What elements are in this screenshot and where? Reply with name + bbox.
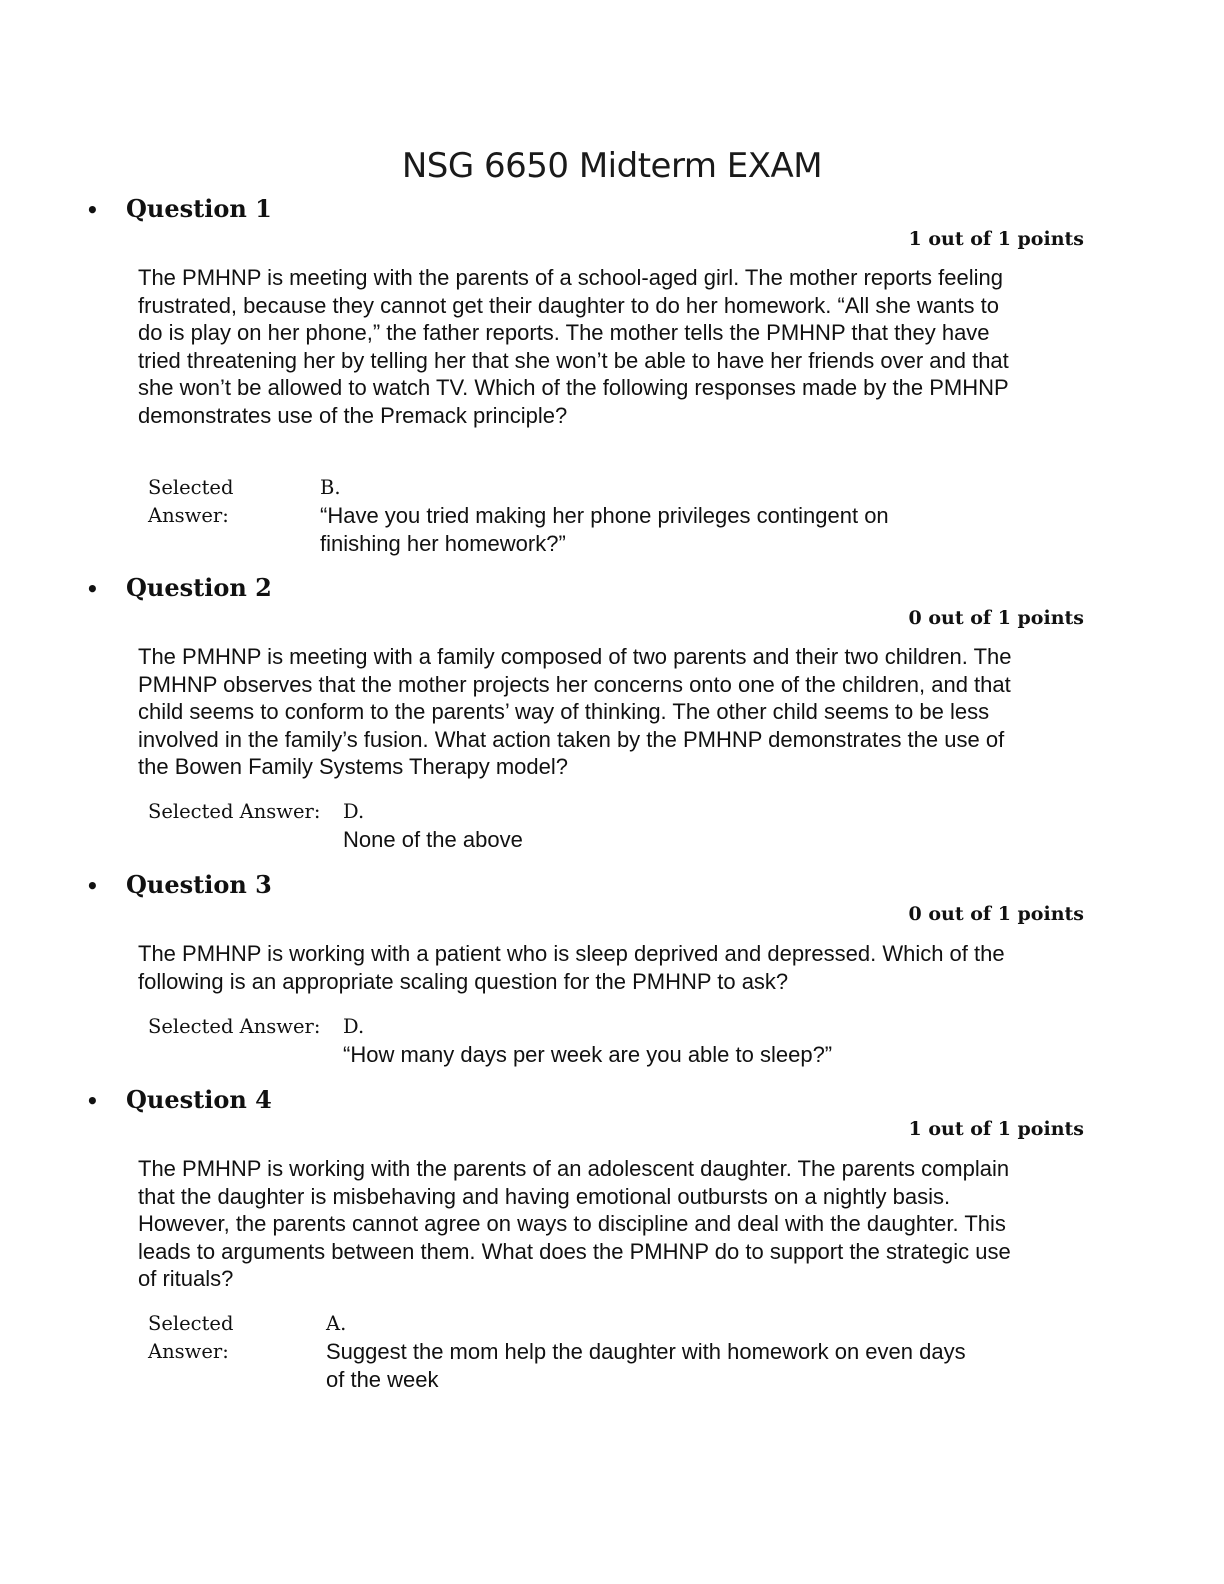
question-3-text: The PMHNP is working with a patient who is sleep deprived and depressed. Which of the following is an appropriate scaling question for the PMHNP to ask? [138, 941, 1005, 994]
question-1-text: The PMHNP is meeting with the parents of a school-aged girl. The mother reports feeling frustrated, because they cannot get their daughter to do her homework. “All she wants to do is play on her phone,” the father reports. The mother tells the PMHNP that they have tried threatening her by telling her that she won’t be able to have her friends over and that she won’t be allowed to watch TV. Which of the following responses made by the PMHNP demonstrates use of the Premack principle? [138, 265, 1009, 428]
question-2-selected-label: Selected Answer: [148, 800, 321, 823]
question-4-text: The PMHNP is working with the parents of an adolescent daughter. The parents complain that the daughter is misbehaving and having emotional outbursts on a nightly basis. However, the parents cannot agree on ways to discipline and deal with the daughter. This leads to arguments between them. What does the PMHNP do to support the strategic use of rituals? [138, 1156, 1011, 1291]
question-3-selected-label: Selected Answer: [148, 1015, 321, 1038]
question-3-title: Question 3 [126, 870, 272, 899]
question-1-heading [86, 194, 272, 223]
question-1-answer-text: “Have you tried making her phone privileges contingent on finishing her homework?” [320, 503, 889, 556]
question-2-title: Question 2 [126, 573, 272, 602]
question-3-answer-text: “How many days per week are you able to sleep?” [343, 1042, 833, 1067]
question-1-answer-letter: B. [320, 476, 341, 499]
question-3-points: 0 out of 1 points [908, 903, 1084, 925]
question-3-heading [86, 870, 272, 899]
bullet-icon: • [86, 198, 99, 222]
question-3-answer-letter: D. [343, 1015, 365, 1038]
question-1-points: 1 out of 1 points [908, 228, 1084, 250]
question-2-heading [86, 573, 272, 602]
question-4-answer-letter: A. [326, 1312, 347, 1335]
question-1-title: Question 1 [126, 194, 272, 223]
question-4-selected-label: Selected Answer: [148, 1312, 234, 1363]
question-4-answer-text: Suggest the mom help the daughter with homework on even days of the week [326, 1339, 966, 1392]
page-title: NSG 6650 Midterm EXAM [401, 146, 823, 186]
question-4-points: 1 out of 1 points [908, 1118, 1084, 1140]
bullet-icon: • [86, 1089, 99, 1113]
bullet-icon: • [86, 577, 99, 601]
bullet-icon: • [86, 874, 99, 898]
question-4-title: Question 4 [126, 1085, 272, 1114]
question-2-answer-letter: D. [343, 800, 365, 823]
question-2-answer-text: None of the above [343, 827, 523, 852]
question-1-selected-label: Selected Answer: [148, 476, 234, 527]
question-2-text: The PMHNP is meeting with a family composed of two parents and their two children. The PMHNP observes that the mother projects her concerns onto one of the children, and that child seems to conform to the parents’ way of thinking. The other child seems to be less involved in the family’s fusion. What action taken by the PMHNP demonstrates the use of the Bowen Family Systems Therapy model? [138, 644, 1012, 779]
question-4-heading [86, 1085, 272, 1114]
question-2-points: 0 out of 1 points [908, 607, 1084, 629]
